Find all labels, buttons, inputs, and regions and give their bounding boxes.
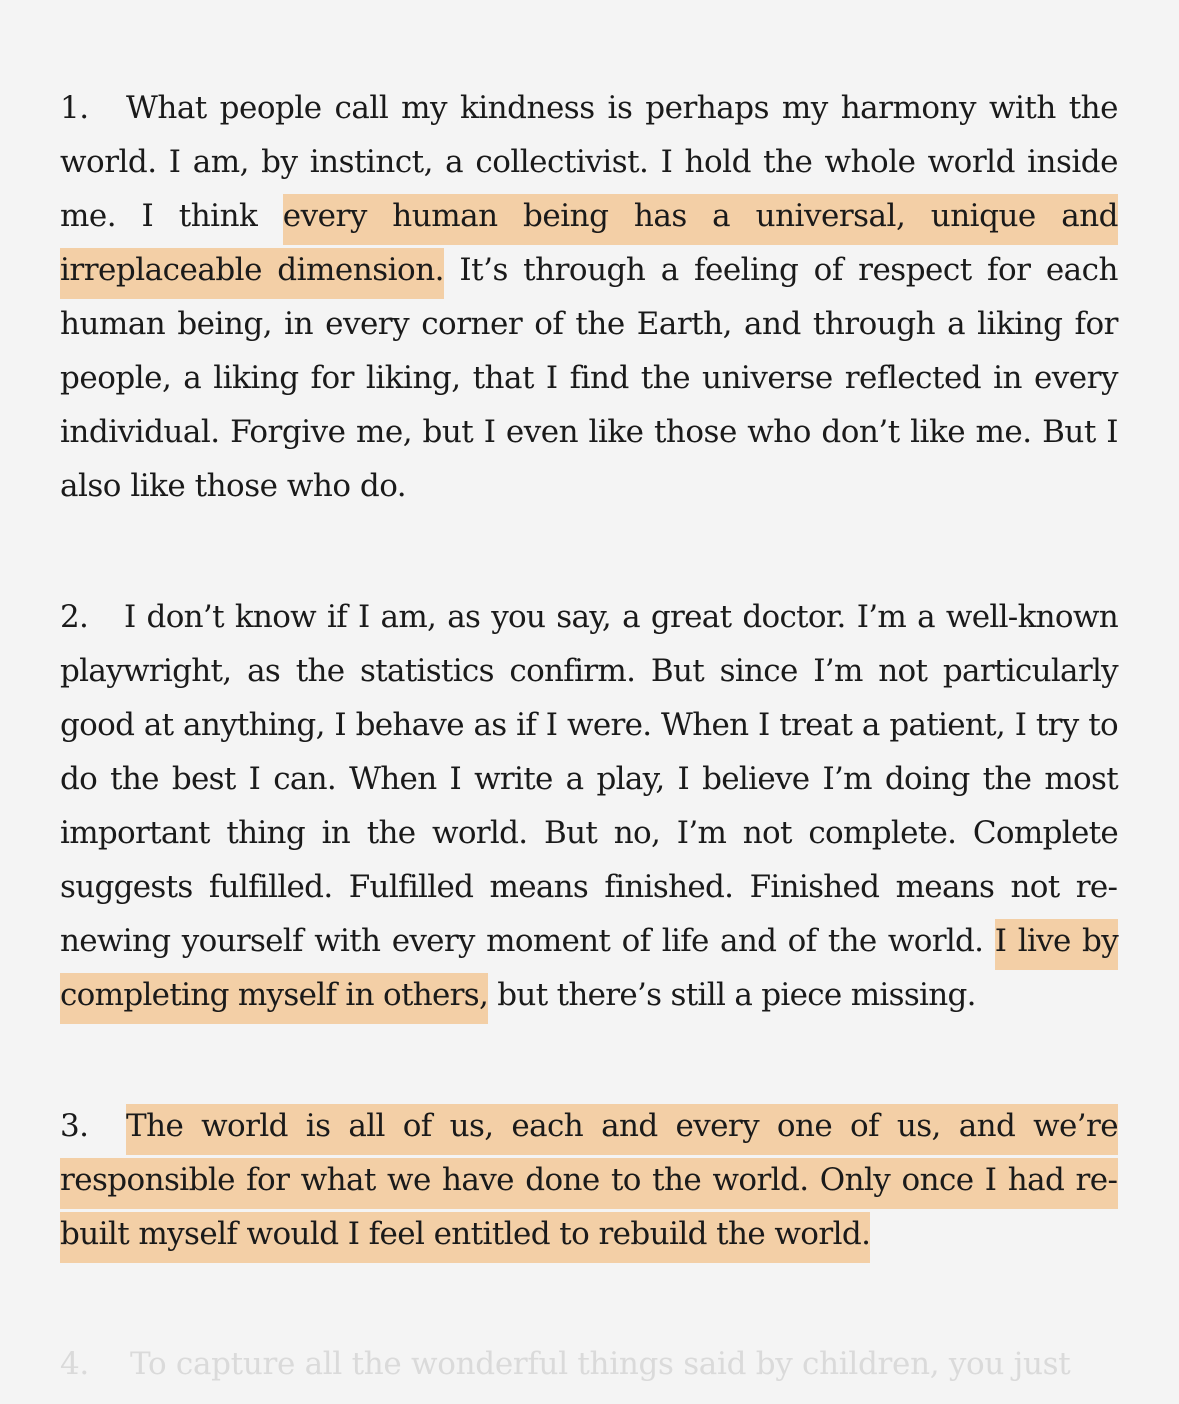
- passage-3[interactable]: [60, 1099, 1118, 1261]
- passage-4-faded[interactable]: [60, 1337, 1118, 1391]
- passage-text[interactable]: To capture all the wonderful things said by children, you just: [130, 1346, 1071, 1382]
- passage-2[interactable]: [60, 590, 1118, 1022]
- highlighted-text[interactable]: The world is all of us, each and every one of us, and we’re responsible for what we have done to the world. Only once I had rebuilt myself would I feel entitled to rebuild the world.: [60, 1104, 1118, 1263]
- passage-text[interactable]: but there’s still a piece missing.: [488, 977, 976, 1013]
- passage-number: 4.: [60, 1346, 89, 1382]
- highlighted-text[interactable]: I live by completing myself in others,: [60, 919, 1118, 1024]
- passage-number: 3.: [60, 1108, 89, 1144]
- passage-text[interactable]: What people call my kindness is perhaps my harmony with the world. I am, by instinct, a collectivist. I hold the whole world inside me. I think: [60, 90, 1118, 234]
- passage-1[interactable]: [60, 81, 1118, 513]
- passage-number: 2.: [60, 599, 89, 635]
- passage-number: 1.: [60, 90, 89, 126]
- passage-text[interactable]: I don’t know if I am, as you say, a great doctor. I’m a well-known playwright, as the statistics confirm. But since I’m not particularly good at anything, I behave as if I were. When I treat a patient, I try to do the best I can. When I write a play, I believe I’m doing the most important thing in the world. But no, I’m not complete. Complete suggests fulfilled. Fulfilled means finished. Finished means not renewing yourself with every moment of life and of the world.: [60, 599, 1118, 959]
- passage-text[interactable]: It’s through a feeling of respect for each human being, in every corner of the Earth, and through a liking for people, a liking for liking, that I find the universe reflected in every individual. Forgive me, but I even like those who don’t like me. But I also like those who do.: [60, 252, 1118, 504]
- highlighted-text[interactable]: every human being has a universal, unique and irreplaceable dimension.: [60, 194, 1118, 299]
